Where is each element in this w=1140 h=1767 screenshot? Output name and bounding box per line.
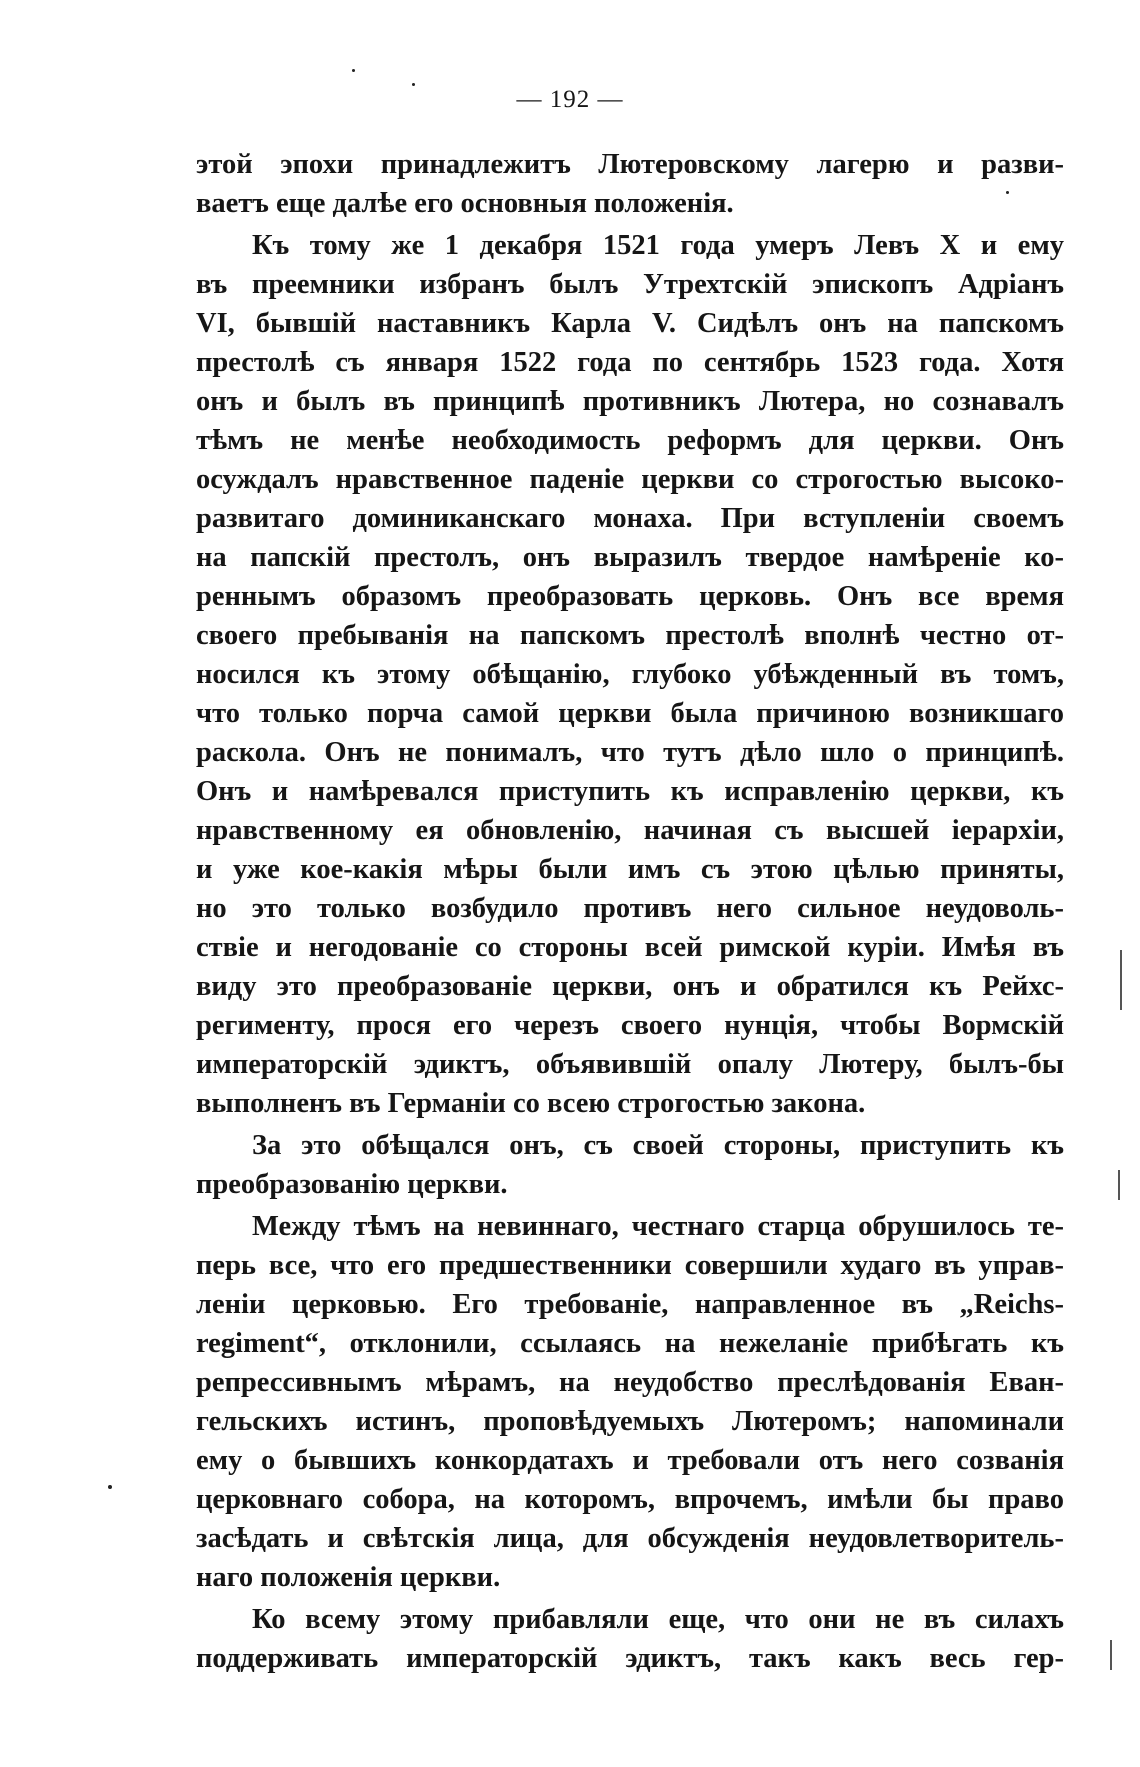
text-line: регименту, прося его черезъ своего нунція, чтобы Вормскій [196,1010,1064,1041]
text-line: этой эпохи принадлежитъ Лютеровскому лагерю и разви- [196,149,1064,180]
text-line: Между тѣмъ на невиннаго, честнаго старца обрушилось те- [252,1211,1064,1242]
paragraph [196,1207,1064,1597]
text-line: но это только возбудило противъ него сильное неудоволь- [196,893,1064,924]
text-line: виду это преобразованіе церкви, онъ и обратился къ Рейхс- [196,971,1064,1002]
paragraph [196,1126,1064,1204]
text-line: и уже кое-какія мѣры были имъ съ этою цѣлью приняты, [196,854,1064,885]
text-line: Къ тому же 1 декабря 1521 года умеръ Левъ X и ему [252,230,1064,261]
text-line: ствіе и негодованіе со стороны всей римской куріи. Имѣя въ [196,932,1064,963]
text-line: носился къ этому обѣщанію, глубоко убѣжденный въ томъ, [196,659,1064,690]
text-line: VI, бывшій наставникъ Карла V. Сидѣлъ онъ на папскомъ [196,308,1064,339]
body-text [196,145,1064,1681]
text-line: престолѣ съ января 1522 года по сентябрь 1523 года. Хотя [196,347,1064,378]
text-line: репрессивнымъ мѣрамъ, на неудобство преслѣдованія Еван- [196,1367,1064,1398]
text-line: выполненъ въ Германіи со всею строгостью закона. [196,1088,866,1119]
text-line: regiment“, отклонили, ссылаясь на нежеланіе прибѣгать къ [196,1328,1064,1359]
text-line: наго положенія церкви. [196,1562,501,1593]
text-line: поддерживать императорскій эдиктъ, такъ какъ весь гер- [196,1643,1064,1674]
text-line: осуждалъ нравственное паденіе церкви со строгостью высоко- [196,464,1064,495]
text-line: на папскій престолъ, онъ выразилъ твердое намѣреніе ко- [196,542,1064,573]
print-speck [108,1485,112,1489]
text-line: За это обѣщался онъ, съ своей стороны, приступить къ [252,1130,1064,1161]
text-line: засѣдать и свѣтскія лица, для обсужденія неудовлетворитель- [196,1523,1064,1554]
scan-edge-mark [1118,1170,1120,1200]
text-line: перь все, что его предшественники совершили худаго въ управ- [196,1250,1064,1281]
paragraph [196,1600,1064,1678]
text-line: своего пребыванія на папскомъ престолѣ вполнѣ честно от- [196,620,1064,651]
text-line: церковнаго собора, на которомъ, впрочемъ, имѣли бы право [196,1484,1064,1515]
text-line: леніи церковью. Его требованіе, направленное въ „Reichs- [196,1289,1064,1320]
text-line: раскола. Онъ не понималъ, что тутъ дѣло шло о принципѣ. [196,737,1064,768]
text-line: реннымъ образомъ преобразовать церковь. Онъ все время [196,581,1064,612]
scan-edge-mark [1120,950,1122,1010]
text-line: императорскій эдиктъ, объявившій опалу Лютеру, былъ-бы [196,1049,1064,1080]
scan-edge-mark [1110,1640,1112,1670]
text-line: нравственному ея обновленію, начиная съ высшей іерархіи, [196,815,1064,846]
text-line: въ преемники избранъ былъ Утрехтскій эпископъ Адріанъ [196,269,1064,300]
text-line: онъ и былъ въ принципѣ противникъ Лютера, но сознавалъ [196,386,1064,417]
text-line: преобразованію церкви. [196,1169,508,1200]
paragraph [196,145,1064,223]
text-line: ему о бывшихъ конкордатахъ и требовали отъ него созванія [196,1445,1064,1476]
page-number: — 192 — [516,86,624,113]
text-line: что только порча самой церкви была причиною возникшаго [196,698,1064,729]
text-line: гельскихъ истинъ, проповѣдуемыхъ Лютеромъ; напоминали [196,1406,1064,1437]
paragraph [196,226,1064,1123]
text-line: развитаго доминиканскаго монаха. При вступленіи своемъ [196,503,1064,534]
text-line: Ко всему этому прибавляли еще, что они не въ силахъ [252,1604,1064,1635]
text-line: тѣмъ не менѣе необходимость реформъ для церкви. Онъ [196,425,1064,456]
text-line: ваетъ еще далѣе его основныя положенія. [196,188,734,219]
print-speck [352,69,355,72]
text-line: Онъ и намѣревался приступить къ исправленію церкви, къ [196,776,1064,807]
